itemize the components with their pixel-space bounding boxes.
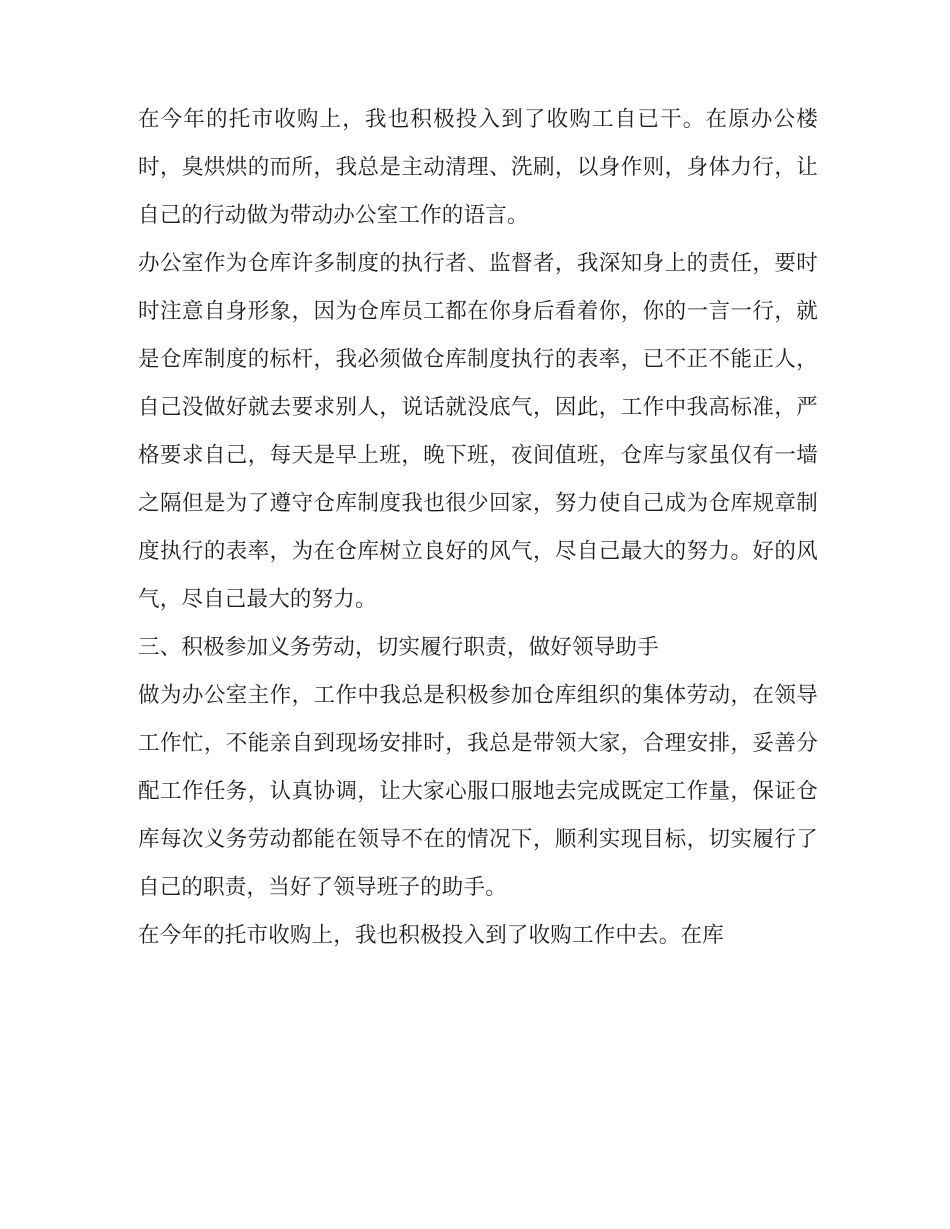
paragraph: 办公室作为仓库许多制度的执行者、监督者，我深知身上的责任，要时时注意自身形象，因为仓库员工都在你身后看着你，你的一言一行，就是仓库制度的标杆，我必须做仓库制度执行的表率，已不正不能正人，自己没做好就去要求别人，说话就没底气，因此，工作中我高标准，严格要求自己，每天是早上班，晚下班，夜间值班，仓库与家虽仅有一墙之隔但是为了遵守仓库制度我也很少回家，努力使自己成为仓库规章制度执行的表率，为在仓库树立良好的风气，尽自己最大的努力。好的风气，尽自己最大的努力。 [138, 251, 818, 612]
paragraph: 在今年的托市收购上，我也积极投入到了收购工作中去。在库 [138, 923, 724, 948]
document-text-body [138, 96, 818, 960]
paragraph: 做为办公室主作，工作中我总是积极参加仓库组织的集体劳动，在领导工作忙，不能亲自到现场安排时，我总是带领大家，合理安排，妥善分配工作任务，认真协调，让大家心服口服地去完成既定工作量，保证仓库每次义务劳动都能在领导不在的情况下，顺利实现目标，切实履行了自己的职责，当好了领导班子的助手。 [138, 683, 818, 900]
section-heading: 三、积极参加义务劳动，切实履行职责，做好领导助手 [138, 635, 659, 660]
paragraph: 在今年的托市收购上，我也积极投入到了收购工自已干。在原办公楼时，臭烘烘的而所，我总是主动清理、洗刷，以身作则，身体力行，让自己的行动做为带动办公室工作的语言。 [138, 107, 818, 228]
